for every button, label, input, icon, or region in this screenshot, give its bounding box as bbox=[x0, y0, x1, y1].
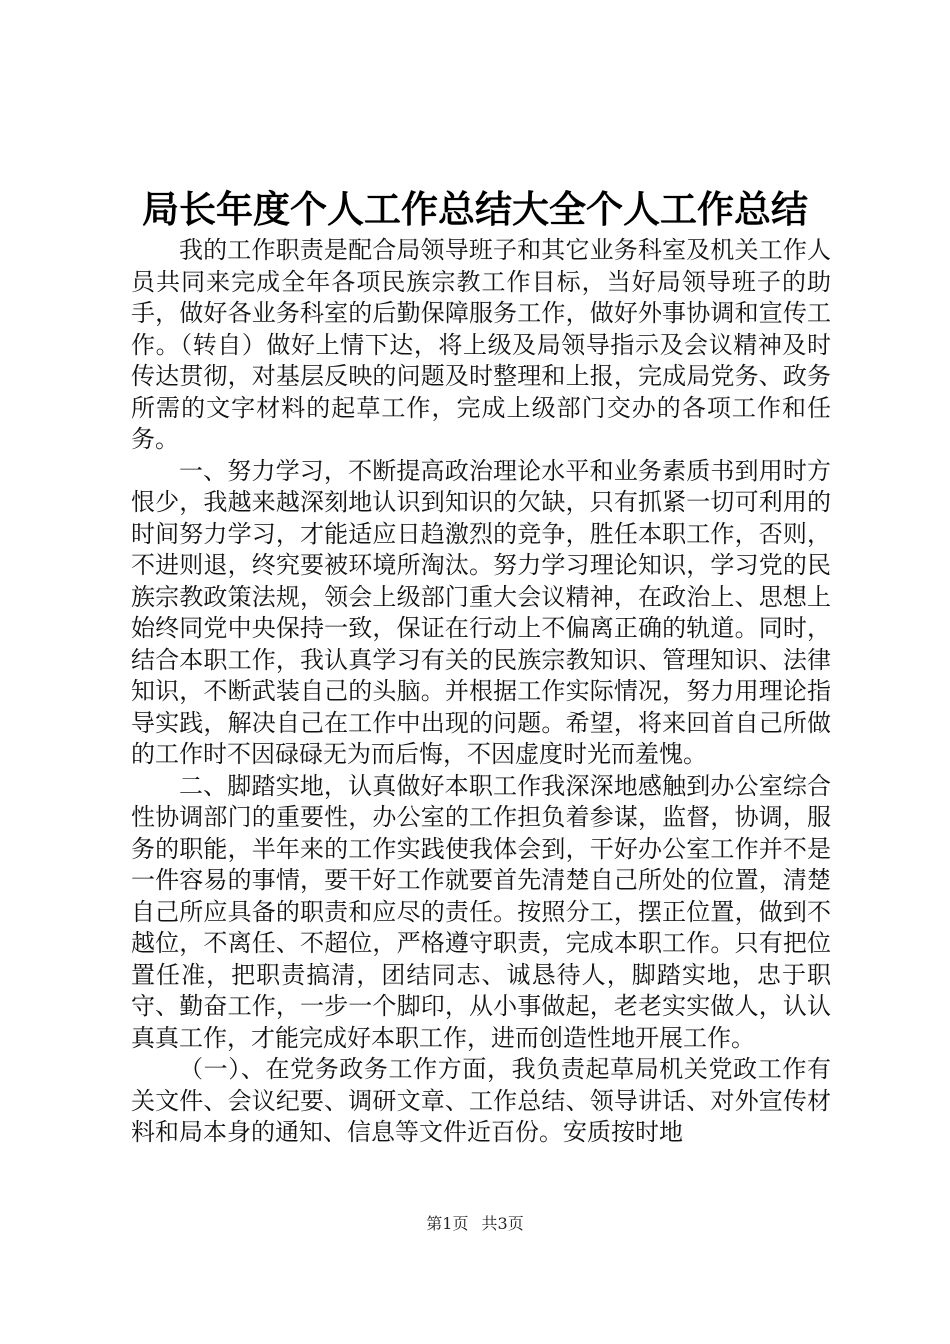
document-body bbox=[131, 235, 831, 1149]
paragraph-duties: 我的工作职责是配合局领导班子和其它业务科室及机关工作人员共同来完成全年各项民族宗教工作目标，当好局领导班子的助手，做好各业务科室的后勤保障服务工作，做好外事协调和宣传工作。（转自）做好上情下达，将上级及局领导指示及会议精神及时传达贯彻，对基层反映的问题及时整理和上报，完成局党务、政务所需的文字材料的起草工作，完成上级部门交办的各项工作和任务。 bbox=[131, 236, 831, 453]
paragraph-work: 二、脚踏实地，认真做好本职工作我深深地感触到办公室综合性协调部门的重要性，办公室的工作担负着参谋，监督，协调，服务的职能，半年来的工作实践使我体会到，干好办公室工作并不是一件容易的事情，要干好工作就要首先清楚自己所处的位置，清楚自己所应具备的职责和应尽的责任。按照分工，摆正位置，做到不越位，不离任、不超位，严格遵守职责，完成本职工作。只有把位置任准，把职责搞清，团结同志、诚恳待人，脚踏实地，忠于职守、勤奋工作，一步一个脚印，从小事做起，老老实实做人，认认真真工作，才能完成好本职工作，进而创造性地开展工作。 bbox=[131, 771, 831, 1052]
page-footer bbox=[0, 1213, 950, 1235]
page-number: 第1页 bbox=[426, 1214, 469, 1233]
document-title: 局长年度个人工作总结大全个人工作总结 bbox=[142, 187, 808, 231]
page-total: 共3页 bbox=[481, 1214, 524, 1233]
paragraph-study: 一、努力学习，不断提高政治理论水平和业务素质书到用时方恨少，我越来越深刻地认识到知识的欠缺，只有抓紧一切可利用的时间努力学习，才能适应日趋激烈的竞争，胜任本职工作，否则，不进则退，终究要被环境所淘汰。努力学习理论知识，学习党的民族宗教政策法规，领会上级部门重大会议精神，在政治上、思想上始终同党中央保持一致，保证在行动上不偏离正确的轨道。同时，结合本职工作，我认真学习有关的民族宗教知识、管理知识、法律知识，不断武装自己的头脑。并根据工作实际情况，努力用理论指导实践，解决自己在工作中出现的问题。希望，将来回首自己所做的工作时不因碌碌无为而后悔，不因虚度时光而羞愧。 bbox=[131, 456, 831, 768]
paragraph-party-affairs: （一）、在党务政务工作方面，我负责起草局机关党政工作有关文件、会议纪要、调研文章、工作总结、领导讲话、对外宣传材料和局本身的通知、信息等文件近百份。安质按时地 bbox=[131, 1055, 831, 1146]
